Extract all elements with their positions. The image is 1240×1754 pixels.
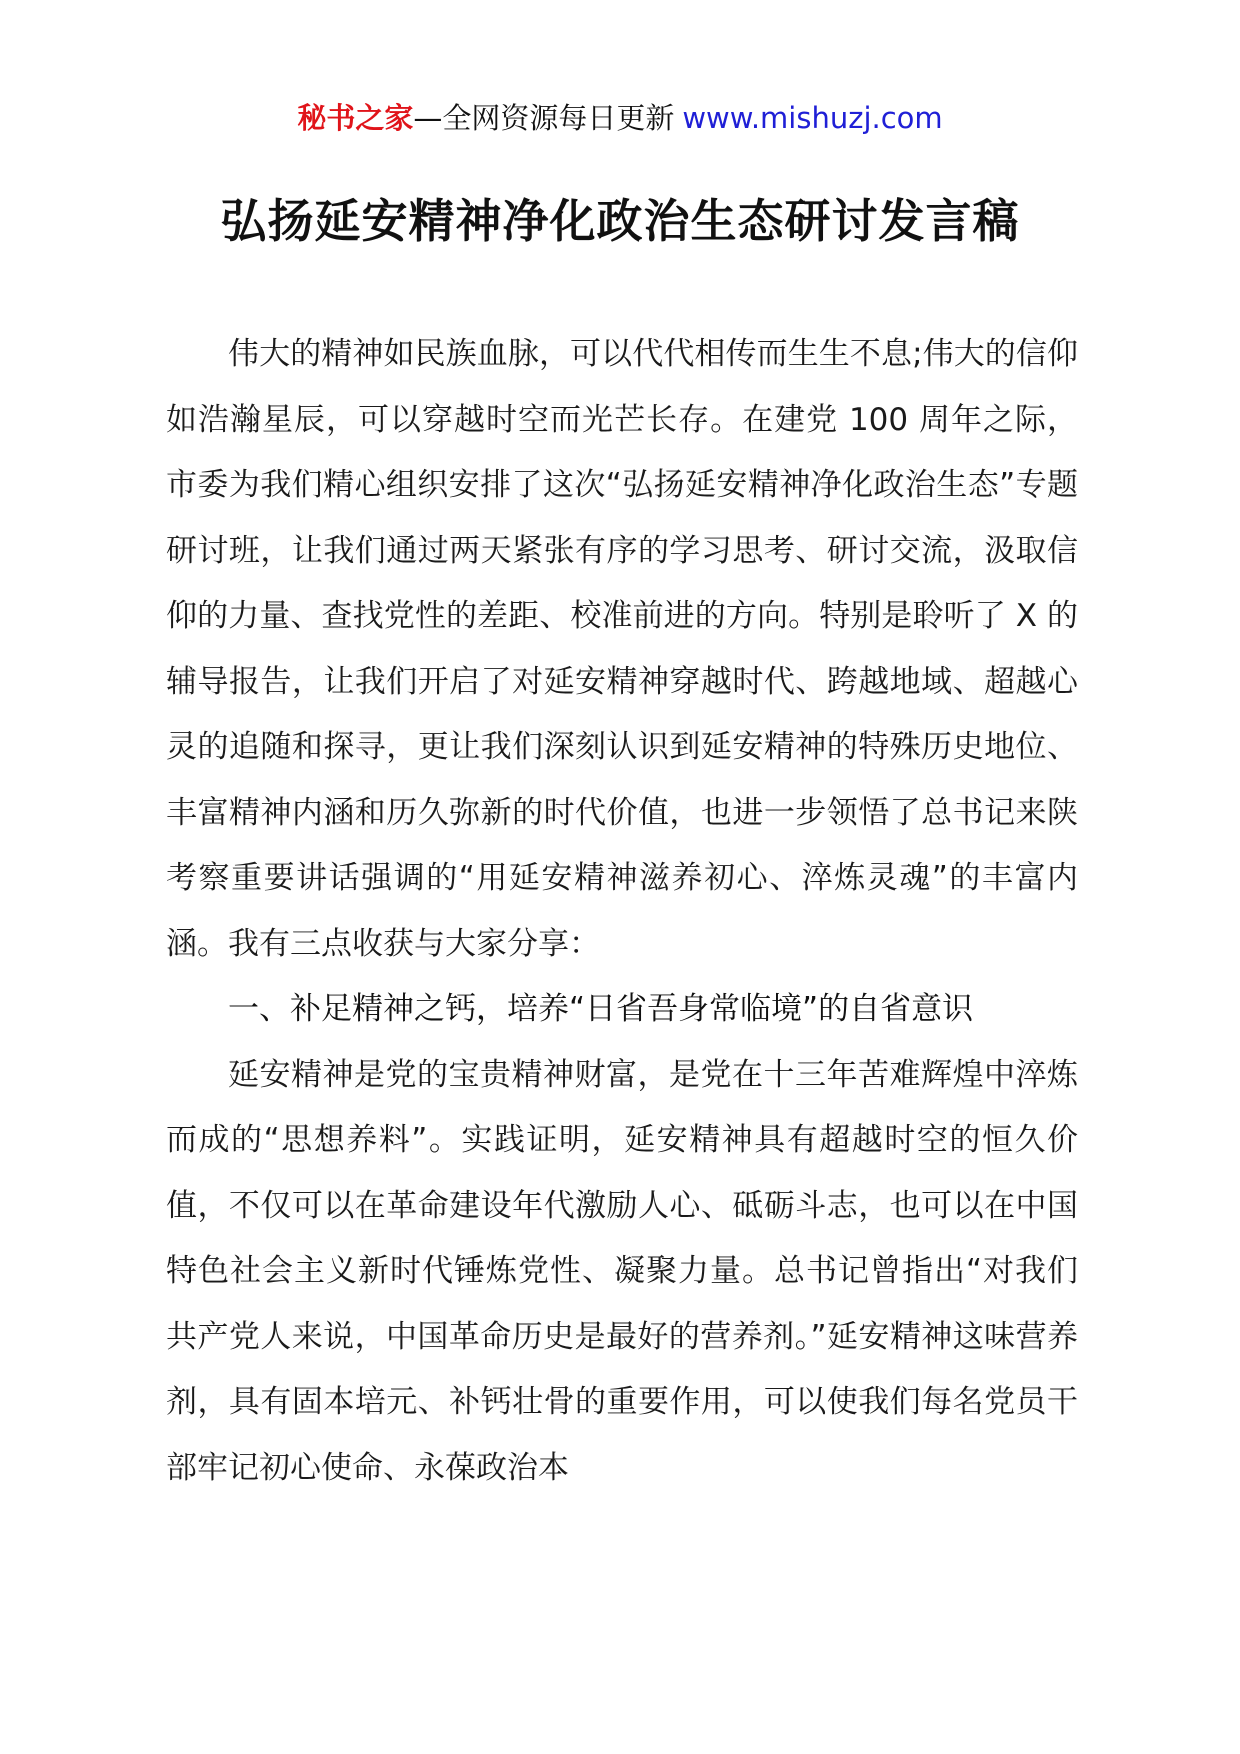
header-dash: — bbox=[413, 101, 443, 135]
document-body bbox=[166, 322, 1078, 1501]
paragraph-section-1: 延安精神是党的宝贵精神财富，是党在十三年苦难辉煌中淬炼而成的“思想养料”。实践证明，延安精神具有超越时空的恒久价值，不仅可以在革命建设年代激励人心、砥砺斗志，也可以在中国特色社会主义新时代锤炼党性、凝聚力量。总书记曾指出“对我们共产党人来说，中国革命历史是最好的营养剂。”延安精神这味营养剂，具有固本培元、补钙壮骨的重要作用，可以使我们每名党员干部牢记初心使命、永葆政治本 bbox=[166, 1056, 1078, 1486]
site-brand: 秘书之家 bbox=[297, 101, 414, 135]
document-title: 弘扬延安精神净化政治生态研讨发言稿 bbox=[220, 194, 1020, 248]
site-slogan: 全网资源每日更新 bbox=[442, 101, 675, 135]
site-header bbox=[0, 98, 1240, 138]
paragraph-intro: 伟大的精神如民族血脉，可以代代相传而生生不息;伟大的信仰如浩瀚星辰，可以穿越时空而光芒长存。在建党 100 周年之际，市委为我们精心组织安排了这次“弘扬延安精神净化政治生态”专题研讨班，让我们通过两天紧张有序的学习思考、研讨交流，汲取信仰的力量、查找党性的差距、校准前进的方向。特别是聆听了 X 的辅导报告，让我们开启了对延安精神穿越时代、跨越地域、超越心灵的追随和探寻，更让我们深刻认识到延安精神的特殊历史地位、丰富精神内涵和历久弥新的时代价值，也进一步领悟了总书记来陕考察重要讲话强调的“用延安精神滋养初心、淬炼灵魂”的丰富内涵。我有三点收获与大家分享： bbox=[166, 336, 1078, 962]
section-heading-1: 一、补足精神之钙，培养“日省吾身常临境”的自省意识 bbox=[228, 991, 974, 1027]
site-url-link[interactable]: www.mishuzj.com bbox=[682, 101, 943, 135]
